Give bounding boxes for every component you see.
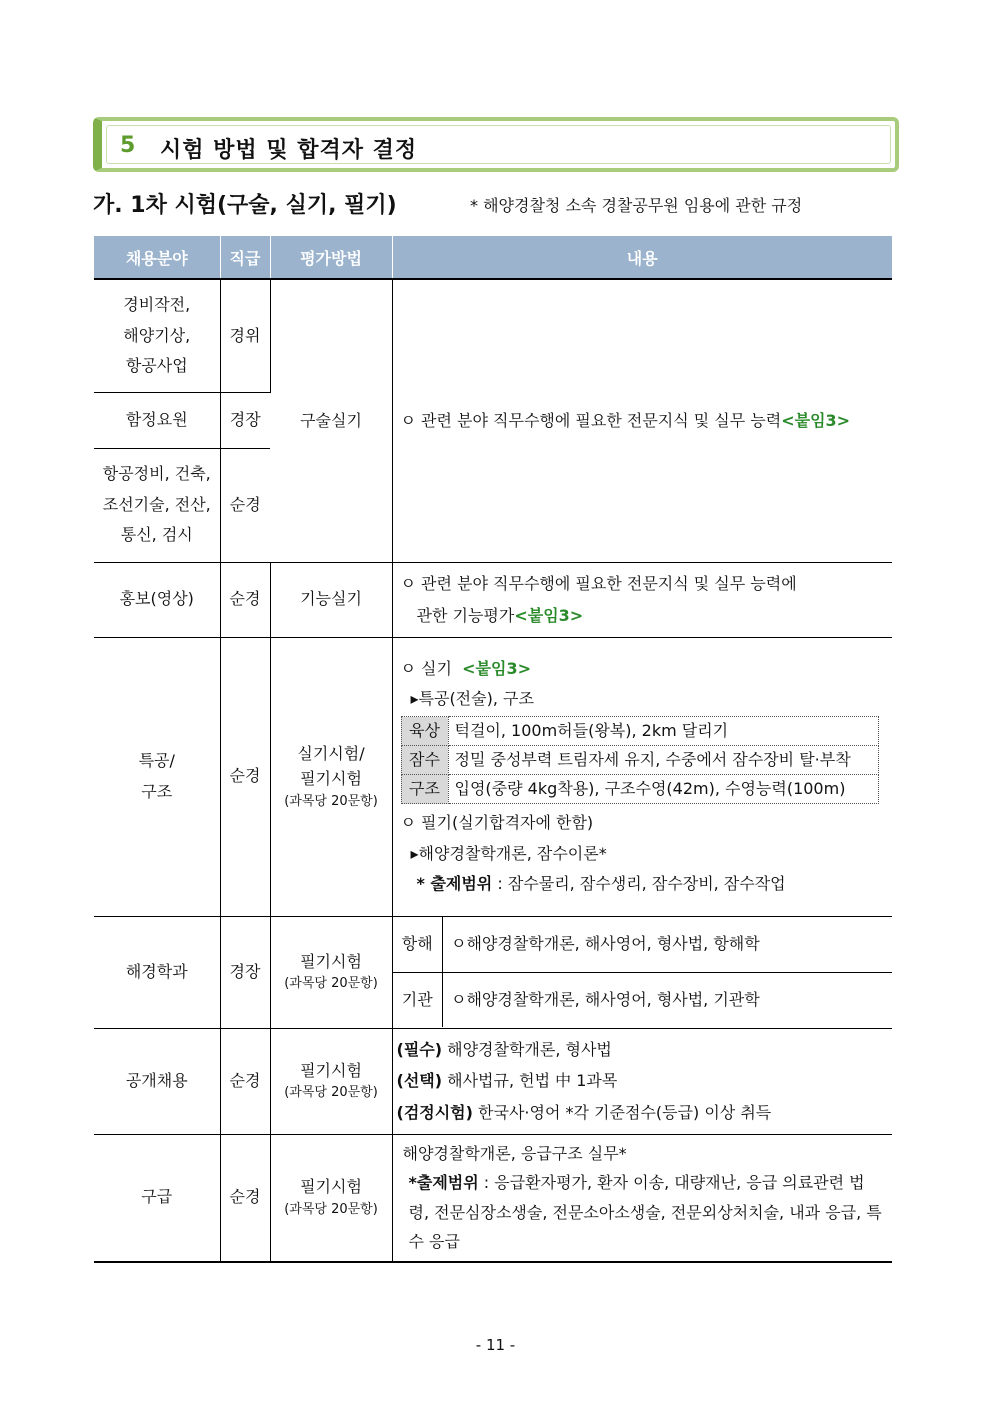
certified-label: (검정시험)	[396, 1102, 473, 1122]
event-row	[401, 746, 878, 775]
method-line1: 필기시험	[300, 1060, 362, 1080]
field-cell: 항공정비, 건축, 조선기술, 전산, 통신, 검시	[94, 448, 220, 562]
ems-line1: 해양경찰학개론, 응급구조 실무*	[402, 1143, 627, 1163]
method-note: (과목당 20문항)	[284, 976, 378, 992]
section-number: 5	[120, 133, 136, 158]
field-cell: 경비작전, 해양기상, 항공사업	[94, 279, 220, 392]
method-note: (과목당 20문항)	[284, 1202, 378, 1218]
content-cell	[392, 1028, 892, 1134]
rank-cell: 순경	[220, 1028, 270, 1134]
written-label: ㅇ 필기(실기합격자에 한함)	[400, 813, 594, 833]
field-cell: 함정요원	[94, 392, 220, 448]
content-cell	[392, 562, 892, 637]
practical-sub: ▸특공(전술), 구조	[410, 688, 534, 708]
method-line1: 필기시험	[300, 1177, 362, 1197]
method-line2: 필기시험	[300, 769, 362, 789]
event-row	[401, 775, 878, 804]
method-cell	[270, 916, 392, 1028]
rank-cell: 경위	[220, 279, 270, 392]
method-cell: 구술실기	[270, 279, 392, 562]
table-row	[94, 1134, 892, 1262]
table-row	[94, 562, 892, 637]
elective-label: (선택)	[396, 1071, 443, 1091]
event-label: 잠수	[401, 746, 448, 775]
rank-cell: 순경	[220, 1134, 270, 1262]
content-cell	[392, 279, 892, 562]
track-row	[393, 917, 893, 972]
attachment-ref: <붙임3>	[514, 605, 584, 625]
field-cell: 공개채용	[94, 1028, 220, 1134]
oral-content: ㅇ 관련 분야 직무수행에 필요한 전문지식 및 실무 능력	[400, 411, 782, 431]
required-label: (필수)	[396, 1040, 443, 1060]
event-label: 구조	[401, 775, 448, 804]
pr-content-line1: ㅇ 관련 분야 직무수행에 필요한 전문지식 및 실무 능력에	[400, 574, 797, 594]
track-name: 항해	[393, 917, 443, 972]
field-cell: 홍보(영상)	[94, 562, 220, 637]
attachment-ref: <붙임3>	[781, 411, 851, 431]
scope-text: : 잠수물리, 잠수생리, 잠수장비, 잠수작업	[492, 874, 786, 894]
table-row	[94, 637, 892, 916]
event-row	[401, 717, 878, 746]
table-row	[94, 279, 892, 392]
header-content: 내용	[392, 236, 892, 279]
page-number: - 11 -	[475, 1336, 516, 1354]
regulation-note: * 해양경찰청 소속 경찰공무원 임용에 관한 규정	[470, 196, 803, 215]
scope-label: *출제범위	[408, 1173, 479, 1193]
method-cell: 기능실기	[270, 562, 392, 637]
event-value: 입영(중량 4kg착용), 구조수영(42m), 수영능력(100m)	[448, 775, 878, 804]
content-cell	[392, 1134, 892, 1262]
method-note: (과목당 20문항)	[284, 1085, 378, 1101]
track-subjects: ㅇ해양경찰학개론, 해사영어, 형사법, 항해학	[443, 917, 893, 972]
pr-content-line2: 관한 기능평가	[416, 605, 515, 625]
written-sub: ▸해양경찰학개론, 잠수이론*	[410, 843, 607, 863]
field-cell: 구급	[94, 1134, 220, 1262]
event-value: 턱걸이, 100m허들(왕복), 2km 달리기	[448, 717, 878, 746]
event-value: 정밀 중성부력 트림자세 유지, 수중에서 잠수장비 탈·부착	[448, 746, 878, 775]
content-cell	[392, 637, 892, 916]
method-cell	[270, 1028, 392, 1134]
content-cell	[392, 916, 892, 1028]
attachment-ref: <붙임3>	[462, 658, 531, 678]
table-header-row	[94, 236, 892, 279]
track-subjects: ㅇ해양경찰학개론, 해사영어, 형사법, 기관학	[451, 989, 760, 1009]
track-table	[393, 917, 893, 1027]
rank-cell: 경장	[220, 392, 270, 448]
method-cell	[270, 1134, 392, 1262]
method-line1: 필기시험	[300, 951, 362, 971]
scope-label: * 출제범위	[416, 874, 493, 894]
event-label: 육상	[401, 717, 448, 746]
method-cell	[270, 637, 392, 916]
header-rank: 직급	[220, 236, 270, 279]
table-row	[94, 916, 892, 1028]
field-cell: 특공/ 구조	[94, 637, 220, 916]
track-name: 기관	[393, 972, 443, 1027]
certified-text: 한국사·영어 *각 기준점수(등급) 이상 취득	[472, 1102, 772, 1122]
header-method: 평가방법	[270, 236, 392, 279]
exam-method-table	[94, 236, 892, 1263]
rank-cell: 순경	[220, 448, 270, 562]
track-row	[393, 972, 893, 1027]
elective-text: 해사법규, 헌법 中 1과목	[442, 1071, 618, 1091]
practical-label: ㅇ 실기	[400, 658, 452, 678]
practical-events-table	[401, 716, 879, 804]
header-field: 채용분야	[94, 236, 220, 279]
field-cell: 해경학과	[94, 916, 220, 1028]
method-line1: 실기시험/	[297, 743, 365, 763]
subheading: 가. 1차 시험(구술, 실기, 필기)	[93, 193, 397, 218]
section-header	[93, 117, 899, 172]
table-row	[94, 1028, 892, 1134]
method-note: (과목당 20문항)	[284, 793, 378, 809]
rank-cell: 순경	[220, 637, 270, 916]
rank-cell: 경장	[220, 916, 270, 1028]
section-title: 시험 방법 및 합격자 결정	[160, 138, 418, 163]
rank-cell: 순경	[220, 562, 270, 637]
required-text: 해양경찰학개론, 형사법	[442, 1040, 612, 1060]
scope-text: : 응급환자평가, 환자 이송, 대량재난, 응급 의료관련 법령, 전문심장소생술, 전문소아소생술, 전문외상처치술, 내과 응급, 특수 응급	[408, 1173, 882, 1252]
